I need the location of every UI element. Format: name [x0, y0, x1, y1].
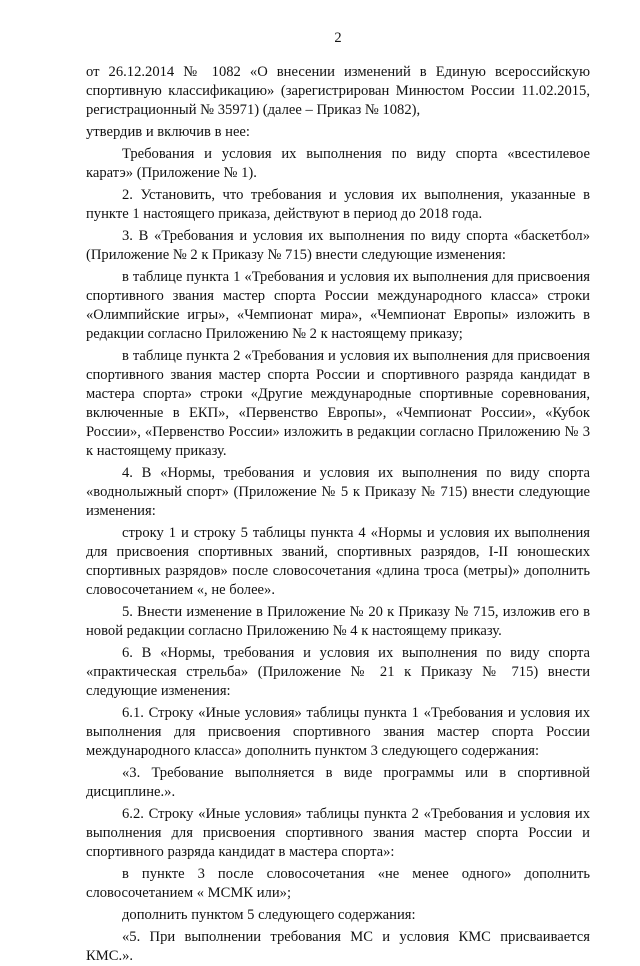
paragraph-8: 4. В «Нормы, требования и условия их выполнения по виду спорта «воднолыжный спорт» (Приложение № 5 к Приказу № 715) внести следующие изменения: [86, 465, 590, 519]
paragraph-11: 6. В «Нормы, требования и условия их выполнения по виду спорта «практическая стрельба» (Приложение № 21 к Приказу № 715) внести следующие изменения: [86, 645, 590, 699]
paragraph-3: Требования и условия их выполнения по виду спорта «всестилевое каратэ» (Приложение № 1). [86, 146, 590, 181]
paragraph-4: 2. Установить, что требования и условия их выполнения, указанные в пункте 1 настоящего приказа, действуют в период до 2018 года. [86, 187, 590, 222]
paragraph-13: «3. Требование выполняется в виде программы или в спортивной дисциплине.». [86, 765, 590, 800]
page-number: 2 [334, 30, 342, 46]
paragraph-10: 5. Внести изменение в Приложение № 20 к Приказу № 715, изложив его в новой редакции согласно Приложению № 4 к настоящему приказу. [86, 604, 590, 639]
paragraph-16: дополнить пунктом 5 следующего содержания: [122, 907, 416, 923]
paragraph-12: 6.1. Строку «Иные условия» таблицы пункта 1 «Требования и условия их выполнения для присвоения спортивного звания мастер спорта России международного класса» дополнить пунктом 3 следующего содержания: [86, 705, 590, 759]
paragraph-1: от 26.12.2014 № 1082 «О внесении изменений в Единую всероссийскую спортивную классификацию» (зарегистрирован Минюстом России 11.02.2015, регистрационный № 35971) (далее – Приказ № 1082), [86, 64, 590, 118]
paragraph-9: строку 1 и строку 5 таблицы пункта 4 «Нормы и условия их выполнения для присвоения спортивных званий, спортивных разрядов, I-II юношеских спортивных разрядов» после словосочетания «длина троса (метры)» дополнить словосочетанием «, не более». [86, 525, 590, 598]
paragraph-15: в пункте 3 после словосочетания «не менее одного» дополнить словосочетанием « МСМК или»; [86, 866, 590, 901]
paragraph-2: утвердив и включив в нее: [86, 124, 250, 140]
paragraph-7: в таблице пункта 2 «Требования и условия их выполнения для присвоения спортивного звания мастер спорта России и спортивного разряда кандидат в мастера спорта» строки «Другие международные спортивные соревнования, включенные в ЕКП», «Первенство Европы», «Чемпионат России», «Кубок России», «Первенство России» изложить в редакции согласно Приложению № 3 к настоящему приказу. [86, 348, 590, 459]
paragraph-6: в таблице пункта 1 «Требования и условия их выполнения для присвоения спортивного звания мастер спорта России международного класса» строки «Олимпийские игры», «Чемпионат мира», «Чемпионат Европы» изложить в редакции согласно Приложению № 2 к настоящему приказу; [86, 269, 590, 342]
paragraph-5: 3. В «Требования и условия их выполнения по виду спорта «баскетбол» (Приложение № 2 к Приказу № 715) внести следующие изменения: [86, 228, 590, 263]
paragraph-14: 6.2. Строку «Иные условия» таблицы пункта 2 «Требования и условия их выполнения для присвоения спортивного звания мастер спорта России и спортивного разряда кандидат в мастера спорта»: [86, 806, 590, 860]
paragraph-17: «5. При выполнении требования МС и условия КМС присваивается КМС.». [86, 929, 590, 964]
